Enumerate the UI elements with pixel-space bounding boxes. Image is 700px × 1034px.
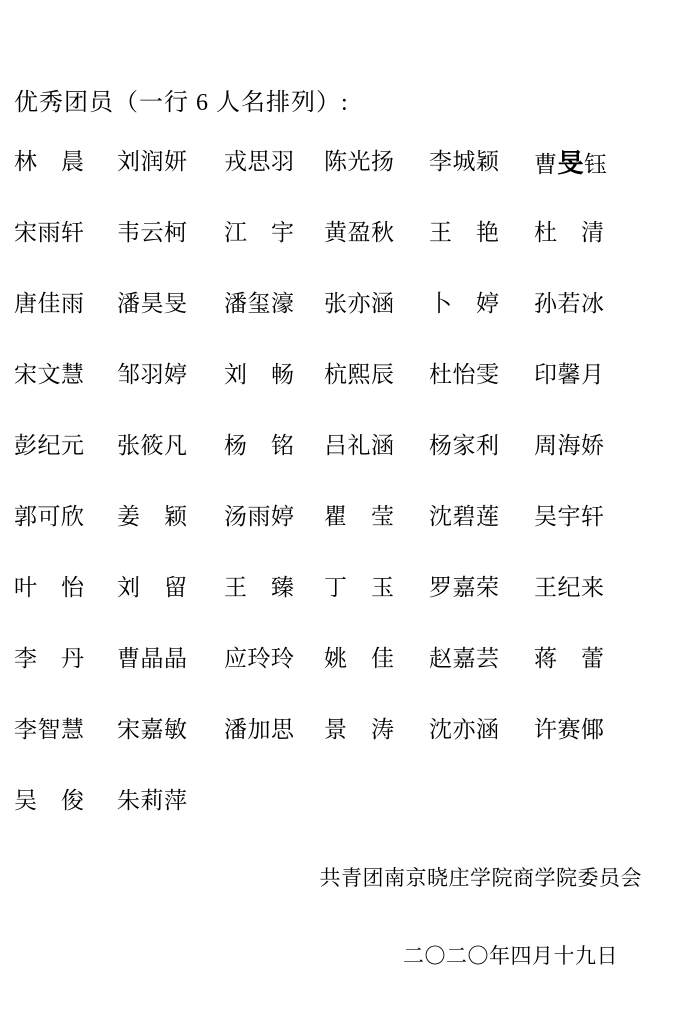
member-name: 吴宇轩 xyxy=(534,504,605,529)
member-name: 曹晶晶 xyxy=(117,646,188,671)
member-name: 邹羽婷 xyxy=(117,362,188,387)
member-name: 刘 畅 xyxy=(224,362,295,387)
member-name: 蒋 蕾 xyxy=(534,646,605,671)
member-name: 朱莉萍 xyxy=(117,788,188,813)
member-name: 杨家利 xyxy=(429,433,500,458)
member-name: 陈光扬 xyxy=(324,149,395,174)
member-name: 景 涛 xyxy=(324,717,395,742)
member-name: 应玲玲 xyxy=(224,646,295,671)
member-name: 丁 玉 xyxy=(324,575,395,600)
member-name: 韦云柯 xyxy=(117,220,188,245)
member-name: 姜 颖 xyxy=(117,504,188,529)
member-name: 王 艳 xyxy=(429,220,500,245)
member-name: 张亦涵 xyxy=(324,291,395,316)
member-name: 郭可欣 xyxy=(14,504,85,529)
member-row xyxy=(14,782,700,853)
member-name: 杜怡雯 xyxy=(429,362,500,387)
member-name: 戎思羽 xyxy=(224,149,295,174)
member-name: 江 宇 xyxy=(224,220,295,245)
member-name: 张筱凡 xyxy=(117,433,188,458)
member-name: 卜 婷 xyxy=(429,291,500,316)
member-name: 刘 留 xyxy=(117,575,188,600)
member-name: 李 丹 xyxy=(14,646,85,671)
member-name: 曹旻钰 xyxy=(534,149,608,178)
member-grid xyxy=(14,143,700,853)
member-name: 罗嘉荣 xyxy=(429,575,500,600)
member-row xyxy=(14,143,700,214)
member-name: 吕礼涵 xyxy=(324,433,395,458)
member-name: 孙若冰 xyxy=(534,291,605,316)
member-name: 周海娇 xyxy=(534,433,605,458)
member-name: 许赛倻 xyxy=(534,717,605,742)
member-name: 宋嘉敏 xyxy=(117,717,188,742)
member-name: 潘玺濠 xyxy=(224,291,295,316)
member-name: 刘润妍 xyxy=(117,149,188,174)
member-name: 潘昊旻 xyxy=(117,291,188,316)
member-name: 吴 俊 xyxy=(14,788,85,813)
member-name: 林 晨 xyxy=(14,149,85,174)
member-name: 叶 怡 xyxy=(14,575,85,600)
member-name: 瞿 莹 xyxy=(324,504,395,529)
member-row xyxy=(14,285,700,356)
member-name: 潘加思 xyxy=(224,717,295,742)
member-row xyxy=(14,214,700,285)
member-name: 宋文慧 xyxy=(14,362,85,387)
member-name: 杜 清 xyxy=(534,220,605,245)
member-name: 唐佳雨 xyxy=(14,291,85,316)
member-row xyxy=(14,640,700,711)
member-name: 彭纪元 xyxy=(14,433,85,458)
member-name: 杨 铭 xyxy=(224,433,295,458)
member-name: 印馨月 xyxy=(534,362,605,387)
member-row xyxy=(14,711,700,782)
member-row xyxy=(14,569,700,640)
document-title: 优秀团员（一行 6 人名排列）: xyxy=(14,90,349,116)
member-name: 李智慧 xyxy=(14,717,85,742)
member-name: 宋雨轩 xyxy=(14,220,85,245)
member-name: 杭熙辰 xyxy=(324,362,395,387)
member-name: 姚 佳 xyxy=(324,646,395,671)
member-name: 沈碧莲 xyxy=(429,504,500,529)
member-name: 沈亦涵 xyxy=(429,717,500,742)
emphasized-character: 旻 xyxy=(557,149,585,178)
member-row xyxy=(14,427,700,498)
member-row xyxy=(14,498,700,569)
member-name: 黄盈秋 xyxy=(324,220,395,245)
member-row xyxy=(14,356,700,427)
member-name: 王 臻 xyxy=(224,575,295,600)
member-name: 王纪来 xyxy=(534,575,605,600)
member-name: 李城颖 xyxy=(429,149,500,174)
signature-line: 共青团南京晓庄学院商学院委员会 xyxy=(319,866,642,890)
member-name: 赵嘉芸 xyxy=(429,646,500,671)
member-name: 汤雨婷 xyxy=(224,504,295,529)
date-line: 二〇二〇年四月十九日 xyxy=(403,944,618,968)
